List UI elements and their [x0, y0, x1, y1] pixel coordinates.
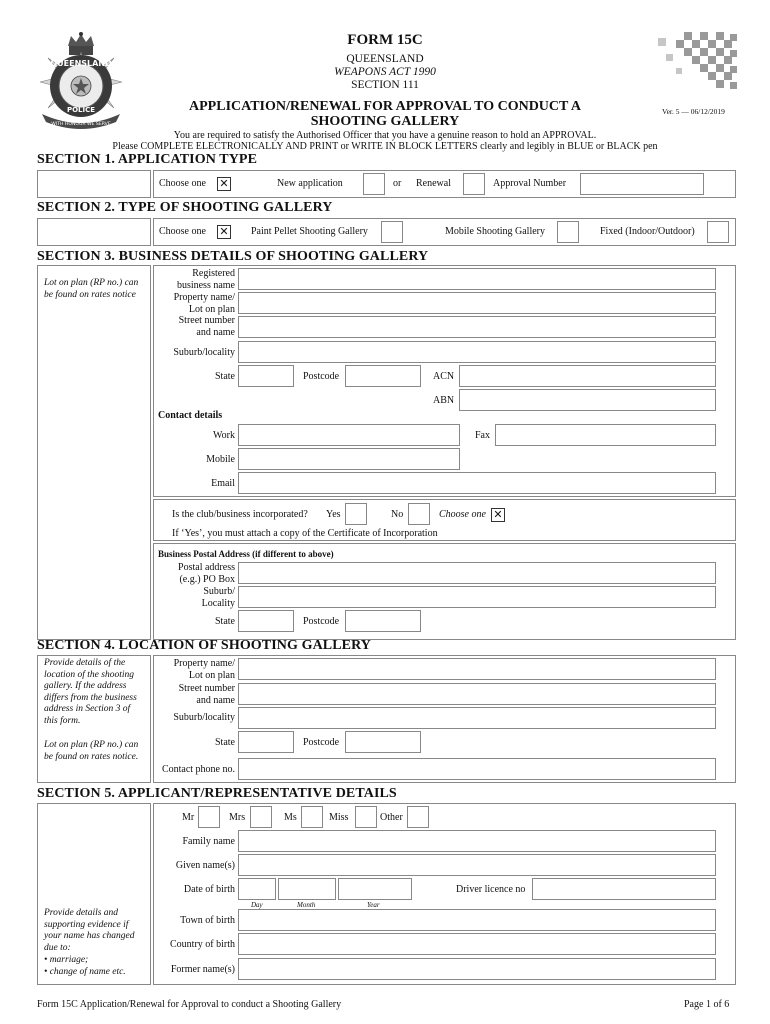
s4-street-label-2: and name — [196, 695, 235, 706]
form-section: SECTION 111 — [351, 79, 419, 91]
section4-heading: SECTION 4. LOCATION OF SHOOTING GALLERY — [37, 638, 372, 653]
s3-postal-label-2: (e.g.) PO Box — [179, 574, 235, 585]
svg-text:POLICE: POLICE — [66, 106, 96, 114]
s4-property-label-1: Property name/ — [173, 658, 235, 669]
s4-postcode-field[interactable] — [345, 731, 421, 753]
svg-text:QUEENSLAND: QUEENSLAND — [50, 59, 112, 68]
crown-icon — [68, 32, 94, 55]
instruction-1: You are required to satisfy the Authorised Officer that you have a genuine reason to hold an APPROVAL. — [173, 130, 597, 141]
s3-postal-postcode-label: Postcode — [303, 616, 340, 627]
s5-family-name-label: Family name — [182, 836, 235, 847]
s5-given-names-label: Given name(s) — [175, 860, 235, 871]
s3-lot-on-plan-note: Lot on plan (RP no.) can be found on rates notice — [44, 278, 139, 300]
s4-phone-label: Contact phone no. — [161, 764, 235, 775]
s5-mr-label: Mr — [182, 812, 195, 823]
s5-town-field[interactable] — [238, 909, 716, 931]
s3-mobile-field[interactable] — [238, 448, 460, 470]
s5-other-checkbox[interactable] — [407, 806, 429, 828]
section3-heading: SECTION 3. BUSINESS DETAILS OF SHOOTING GALLERY — [37, 249, 429, 264]
s3-postal-label-1: Postal address — [178, 562, 235, 573]
s5-country-field[interactable] — [238, 933, 716, 955]
s5-year-caption: Year — [367, 901, 380, 909]
s4-phone-field[interactable] — [238, 758, 716, 780]
s1-approval-number-label: Approval Number — [493, 178, 567, 189]
s3-postal-state-field[interactable] — [238, 610, 294, 632]
s3-postal-suburb-label-2: Locality — [201, 598, 235, 609]
s3-incorporated-note: If ‘Yes’, you must attach a copy of the Certificate of Incorporation — [172, 528, 438, 539]
s3-postal-suburb-label-1: Suburb/ — [203, 586, 235, 597]
s2-mobile-checkbox[interactable] — [557, 221, 579, 243]
s3-email-field[interactable] — [238, 472, 716, 494]
footer-page-number: Page 1 of 6 — [684, 999, 730, 1010]
s2-paint-pellet-label: Paint Pellet Shooting Gallery — [251, 226, 368, 237]
s1-or-label: or — [393, 178, 402, 189]
s3-acn-field[interactable] — [459, 365, 716, 387]
s5-ms-label: Ms — [284, 812, 297, 823]
s3-mobile-label: Mobile — [206, 454, 235, 465]
s2-paint-pellet-checkbox[interactable] — [381, 221, 403, 243]
s4-suburb-label: Suburb/locality — [173, 712, 235, 723]
form-title-line2: SHOOTING GALLERY — [310, 114, 460, 129]
form-act: WEAPONS ACT 1990 — [334, 66, 436, 78]
s3-no-checkbox[interactable] — [408, 503, 430, 525]
s5-other-label: Other — [380, 812, 403, 823]
s1-new-application-label: New application — [277, 178, 343, 189]
s3-postal-address-field[interactable] — [238, 562, 716, 584]
s3-yes-label: Yes — [326, 509, 341, 520]
s1-choose-one-label: Choose one — [159, 178, 206, 189]
s5-former-names-label: Former name(s) — [170, 964, 235, 975]
s5-mrs-checkbox[interactable] — [250, 806, 272, 828]
s5-ms-checkbox[interactable] — [301, 806, 323, 828]
s3-fax-field[interactable] — [495, 424, 716, 446]
section1-left-panel — [37, 170, 151, 198]
s2-mobile-label: Mobile Shooting Gallery — [445, 226, 545, 237]
s5-bullet-name-change: • change of name etc. — [44, 967, 126, 977]
s3-abn-label: ABN — [433, 395, 455, 406]
s5-name-change-note: Provide details and supporting evidence if your name has changed due to: — [44, 908, 135, 953]
s3-registered-label-2: business name — [176, 280, 235, 291]
form-state: QUEENSLAND — [346, 53, 424, 65]
s5-dob-label: Date of birth — [183, 884, 235, 895]
s1-new-application-checkbox[interactable] — [363, 173, 385, 195]
s4-street-field[interactable] — [238, 683, 716, 705]
s5-day-caption: Day — [251, 901, 263, 909]
section2-left-panel — [37, 218, 151, 246]
footer-form-title: Form 15C Application/Renewal for Approval to conduct a Shooting Gallery — [37, 999, 342, 1010]
s4-street-label-1: Street number — [178, 683, 235, 694]
s2-choose-one-x-icon: ✕ — [217, 225, 231, 239]
s4-property-label-2: Lot on plan — [188, 670, 235, 681]
s3-incorporated-question: Is the club/business incorporated? — [172, 509, 308, 520]
s4-property-name-field[interactable] — [238, 658, 716, 680]
s5-mr-checkbox[interactable] — [198, 806, 220, 828]
s5-family-name-field[interactable] — [238, 830, 716, 852]
s5-miss-checkbox[interactable] — [355, 806, 377, 828]
s3-suburb-field[interactable] — [238, 341, 716, 363]
s5-mrs-label: Mrs — [229, 812, 246, 823]
s4-location-note: Provide details of the location of the shooting gallery. If the address differs from the business address in Section 3 of this form. — [44, 658, 137, 726]
s4-state-label: State — [215, 737, 235, 748]
s3-property-name-field[interactable] — [238, 292, 716, 314]
s5-driver-licence-field[interactable] — [532, 878, 716, 900]
version-label: Ver. 5 — 06/12/2019 — [662, 107, 725, 116]
checkered-pattern — [648, 32, 738, 92]
svg-text:WITH HONOUR WE SERVE: WITH HONOUR WE SERVE — [51, 122, 111, 127]
section2-heading: SECTION 2. TYPE OF SHOOTING GALLERY — [37, 200, 333, 215]
s3-yes-checkbox[interactable] — [345, 503, 367, 525]
s5-month-caption: Month — [297, 901, 316, 909]
s3-postal-postcode-field[interactable] — [345, 610, 421, 632]
s5-miss-label: Miss — [329, 812, 349, 823]
section5-heading: SECTION 5. APPLICANT/REPRESENTATIVE DETAILS — [37, 786, 397, 801]
s3-abn-field[interactable] — [459, 389, 716, 411]
s4-postcode-label: Postcode — [303, 737, 340, 748]
s2-choose-one-label: Choose one — [159, 226, 206, 237]
s5-country-label: Country of birth — [170, 939, 235, 950]
section3-left-panel — [37, 265, 151, 640]
s3-acn-label: ACN — [433, 371, 455, 382]
s4-lot-on-plan-note: Lot on plan (RP no.) can be found on rates notice. — [44, 740, 139, 762]
section1-heading: SECTION 1. APPLICATION TYPE — [37, 152, 258, 167]
s5-town-label: Town of birth — [180, 915, 235, 926]
s3-choose-one-label: Choose one — [439, 509, 486, 520]
s3-street-label-1: Street number — [178, 315, 235, 326]
s5-driver-licence-label: Driver licence no — [456, 884, 526, 895]
s5-bullet-marriage: • marriage; — [44, 955, 89, 965]
s5-given-names-field[interactable] — [238, 854, 716, 876]
s3-postcode-label: Postcode — [303, 371, 340, 382]
s3-registered-label-1: Registered — [192, 268, 235, 279]
s3-state-label: State — [215, 371, 235, 382]
s3-fax-label: Fax — [475, 430, 490, 441]
s3-no-label: No — [391, 509, 404, 520]
s1-renewal-label: Renewal — [416, 178, 451, 189]
s5-dob-day-field[interactable] — [238, 878, 276, 900]
s5-dob-month-field[interactable] — [278, 878, 336, 900]
s5-dob-year-field[interactable] — [338, 878, 412, 900]
s1-renewal-checkbox[interactable] — [463, 173, 485, 195]
s3-street-label-2: and name — [196, 327, 235, 338]
form-title-line1: APPLICATION/RENEWAL FOR APPROVAL TO CONDUCT A — [189, 99, 581, 114]
s3-suburb-label: Suburb/locality — [173, 347, 235, 358]
s3-registered-business-name-field[interactable] — [238, 268, 716, 290]
s3-postal-heading: Business Postal Address (if different to above) — [158, 549, 334, 559]
s5-former-names-field[interactable] — [238, 958, 716, 980]
s3-choose-one-x-icon: ✕ — [491, 508, 505, 522]
s3-postcode-field[interactable] — [345, 365, 421, 387]
form-number: FORM 15C — [347, 32, 423, 48]
s3-property-label-2: Lot on plan — [188, 304, 235, 315]
s4-state-field[interactable] — [238, 731, 294, 753]
s3-state-field[interactable] — [238, 365, 294, 387]
s1-choose-one-x-icon: ✕ — [217, 177, 231, 191]
s2-fixed-checkbox[interactable] — [707, 221, 729, 243]
s3-contact-details-heading: Contact details — [158, 410, 223, 421]
s3-postal-suburb-field[interactable] — [238, 586, 716, 608]
s4-suburb-field[interactable] — [238, 707, 716, 729]
s3-email-label: Email — [211, 478, 235, 489]
s1-approval-number-field[interactable] — [580, 173, 704, 195]
s2-fixed-label: Fixed (Indoor/Outdoor) — [600, 226, 695, 237]
s3-postal-state-label: State — [215, 616, 235, 627]
s3-work-label: Work — [213, 430, 235, 441]
instruction-2: Please COMPLETE ELECTRONICALLY AND PRINT or WRITE IN BLOCK LETTERS clearly and legibly in BLUE or BLACK pen — [112, 141, 658, 152]
s3-property-label-1: Property name/ — [173, 292, 235, 303]
s3-street-field[interactable] — [238, 316, 716, 338]
s3-work-phone-field[interactable] — [238, 424, 460, 446]
